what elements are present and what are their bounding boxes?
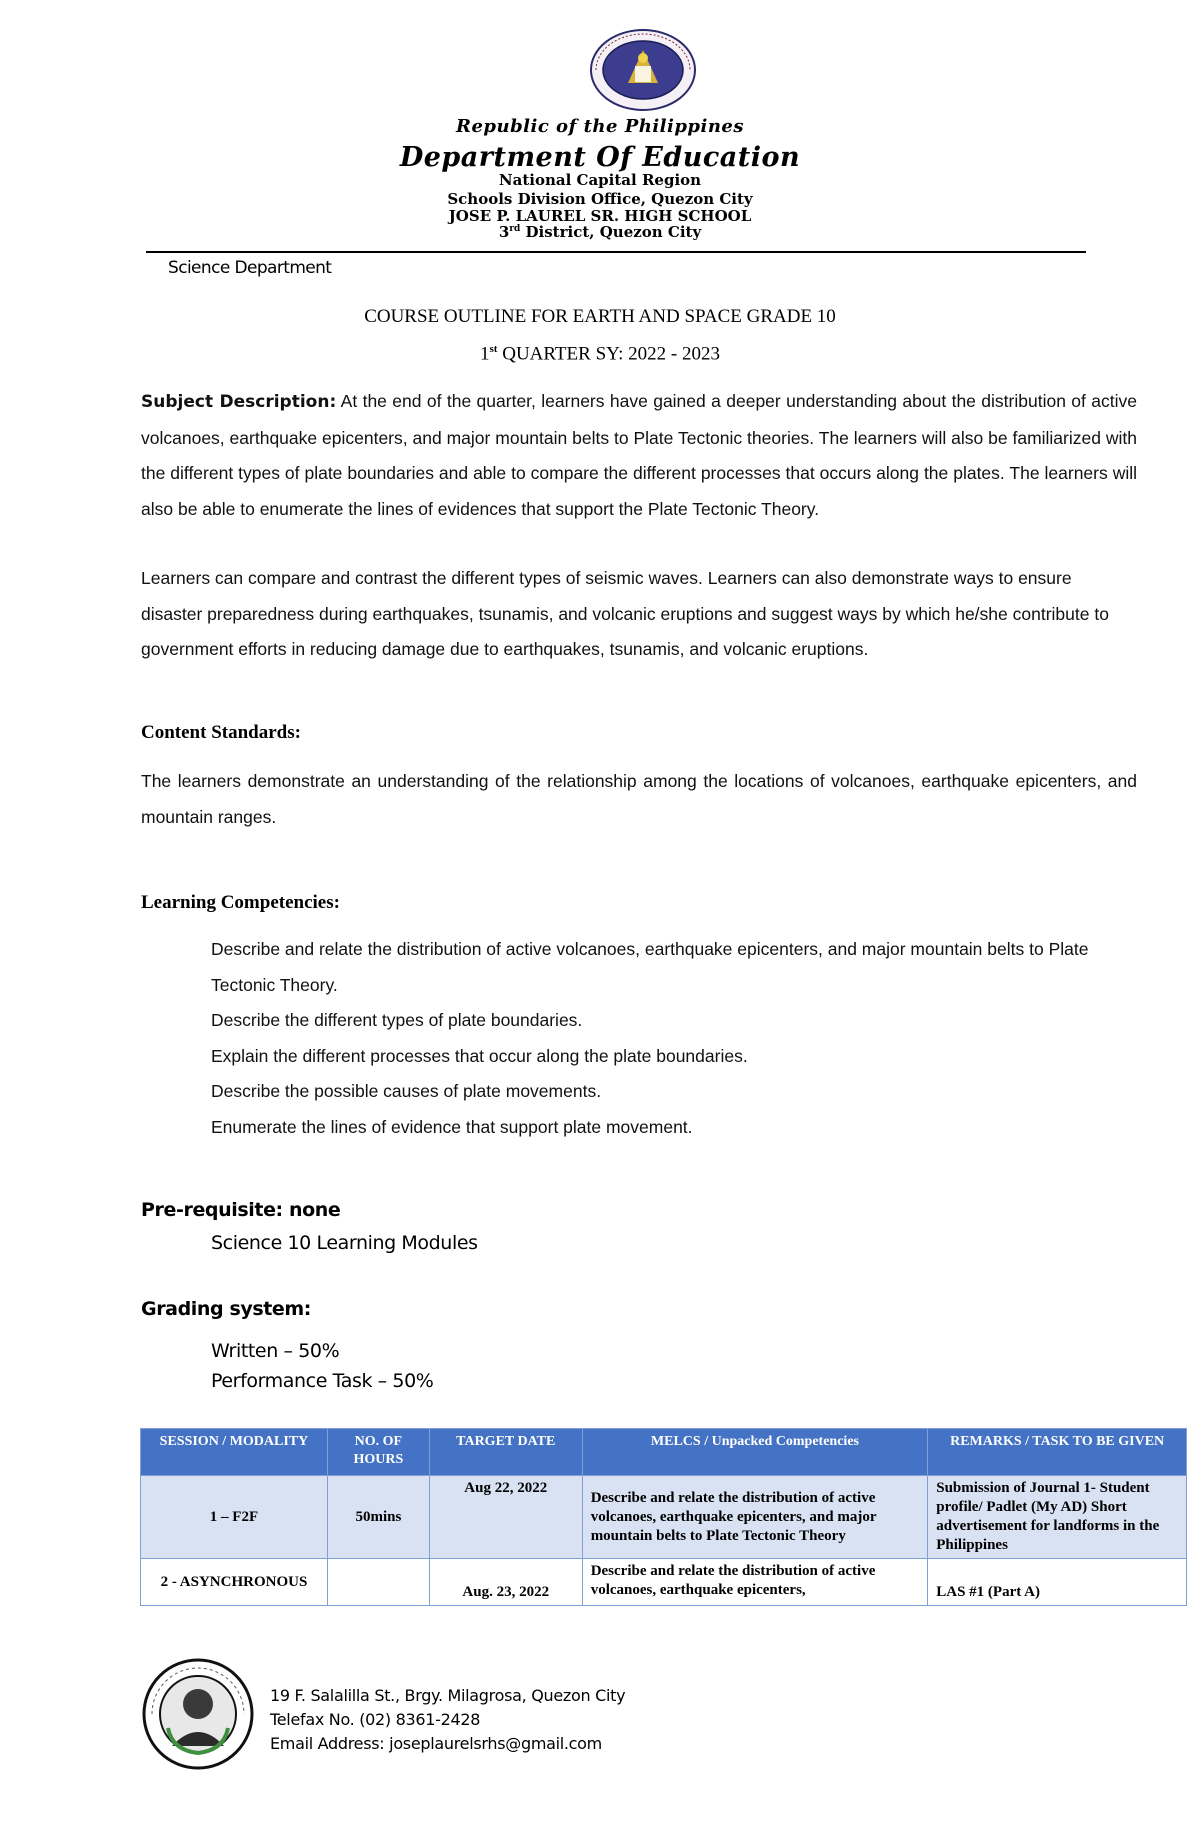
footer-address: 19 F. Salalilla St., Brgy. Milagrosa, Quezon City: [270, 1686, 626, 1705]
cell-melc: Describe and relate the distribution of active volcanoes, earthquake epicenters,: [582, 1559, 928, 1606]
header-divider: [146, 251, 1086, 253]
cell-session: 1 – F2F: [141, 1476, 328, 1559]
subject-description: [141, 384, 1137, 527]
footer-telefax: Telefax No. (02) 8361-2428: [270, 1710, 481, 1729]
prerequisite-value: Science 10 Learning Modules: [211, 1232, 478, 1254]
cell-melc: Describe and relate the distribution of active volcanoes, earthquake epicenters, and major mountain belts to Plate Tectonic Theory: [582, 1476, 928, 1559]
cell-session: 2 - ASYNCHRONOUS: [141, 1559, 328, 1606]
competency-item: Describe the different types of plate boundaries.: [211, 1010, 583, 1030]
cell-date: Aug. 23, 2022: [429, 1559, 582, 1606]
header-target-date: TARGET DATE: [429, 1429, 582, 1476]
cell-date: Aug 22, 2022: [429, 1476, 582, 1559]
content-standards-text: The learners demonstrate an understanding of the relationship among the locations of volcanoes, earthquake epicenters, and mountain ranges.: [141, 771, 1137, 827]
cell-remarks: Submission of Journal 1- Student profile/ Padlet (My AD) Short advertisement for landforms in the Philippines: [928, 1476, 1187, 1559]
letterhead-republic: Republic of the Philippines: [455, 116, 745, 137]
grading-written: Written – 50%: [211, 1340, 340, 1362]
footer-email: Email Address: joseplaurelsrhs@gmail.com: [270, 1734, 602, 1753]
grading-performance: Performance Task – 50%: [211, 1370, 434, 1392]
competency-item: Enumerate the lines of evidence that support plate movement.: [211, 1116, 693, 1137]
header-remarks: REMARKS / TASK TO BE GIVEN: [928, 1429, 1187, 1476]
competency-item: Describe the possible causes of plate movements.: [211, 1081, 602, 1101]
competency-item: Describe and relate the distribution of active volcanoes, earthquake epicenters, and major mountain belts to Plate Tectonic Theory.: [211, 939, 1089, 995]
subject-description-paragraph-2: Learners can compare and contrast the different types of seismic waves. Learners can also demonstrate ways to ensure disaster preparedness during earthquakes, tsunamis, and volcanic eruptions and suggest ways by which he/she contribute to government efforts in reducing damage due to earthquakes, tsunamis, and volcanic eruptions.: [141, 568, 1109, 659]
prerequisite-label: Pre-requisite: none: [141, 1199, 341, 1221]
learning-competencies-heading: Learning Competencies:: [141, 892, 340, 913]
competency-item: Explain the different processes that occur along the plate boundaries.: [211, 1045, 748, 1066]
header-session: SESSION / MODALITY: [141, 1429, 328, 1476]
header-melcs: MELCS / Unpacked Competencies: [582, 1429, 928, 1476]
cell-remarks: LAS #1 (Part A): [928, 1559, 1187, 1606]
content-standards-heading: Content Standards:: [141, 722, 301, 743]
letterhead-division: Schools Division Office, Quezon City: [447, 190, 753, 208]
science-department-label: Science Department: [168, 258, 332, 278]
school-seal-logo: [142, 1658, 254, 1770]
table-row: [141, 1476, 1187, 1559]
letterhead-district: 3rd District, Quezon City: [498, 223, 702, 241]
grading-system-label: Grading system:: [141, 1298, 312, 1320]
header-hours: NO. OF HOURS: [327, 1429, 429, 1476]
table-row: [141, 1559, 1187, 1606]
cell-hours: [327, 1559, 429, 1606]
letterhead-region: National Capital Region: [498, 171, 702, 189]
quarter-title: 1st QUARTER SY: 2022 - 2023: [480, 343, 720, 365]
subject-description-text: At the end of the quarter, learners have gained a deeper understanding about the distribution of active volcanoes, earthquake epicenters, and major mountain belts to Plate Tectonic theories. The learners will also be familiarized with the different types of plate boundaries and able to compare the different processes that occurs along the plates. The learners will also be able to enumerate the lines of evidences that support the Plate Tectonic Theory.: [141, 391, 1137, 519]
competency-list: [211, 932, 1131, 1145]
letterhead-school: JOSE P. LAUREL SR. HIGH SCHOOL: [448, 207, 752, 225]
table-header-row: [141, 1429, 1187, 1476]
letterhead-department: Department Of Education: [399, 142, 801, 173]
deped-seal-logo: [588, 28, 698, 112]
course-title: COURSE OUTLINE FOR EARTH AND SPACE GRADE 10: [364, 306, 836, 327]
course-outline-table: [140, 1428, 1187, 1606]
cell-hours: 50mins: [327, 1476, 429, 1559]
subject-description-label: Subject Description:: [141, 392, 337, 412]
